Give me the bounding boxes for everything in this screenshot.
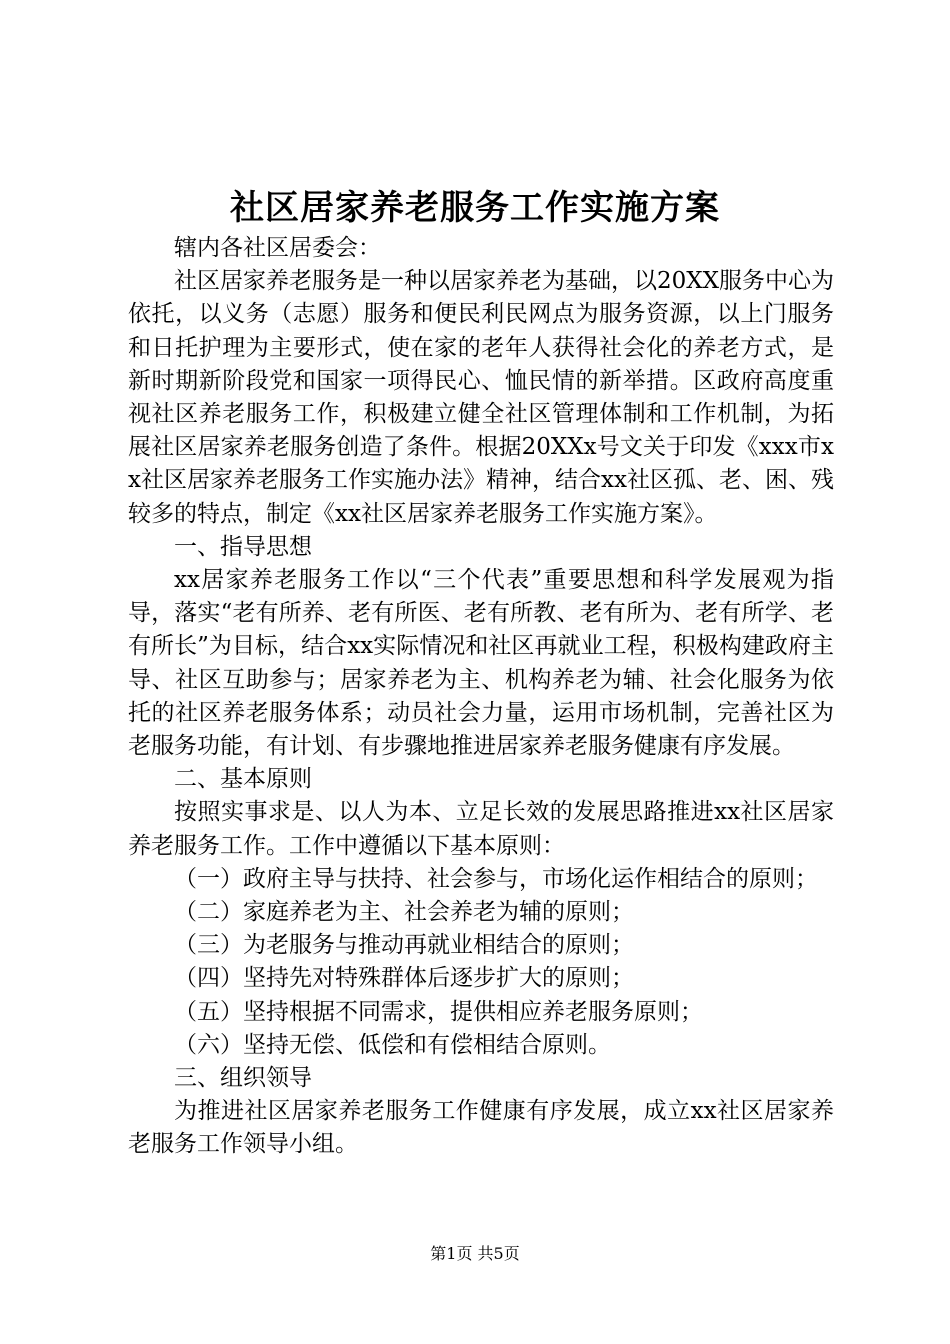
document-body bbox=[128, 232, 834, 1162]
salutation: 辖内各社区居委会： bbox=[174, 235, 381, 261]
principle-item-3: （三）为老服务与推动再就业相结合的原则； bbox=[174, 932, 634, 959]
principle-item-1: （一）政府主导与扶持、社会参与，市场化运作相结合的原则； bbox=[174, 865, 818, 892]
section-heading-guiding-ideology: 一、指导思想 bbox=[174, 533, 312, 560]
intro-paragraph: 社区居家养老服务是一种以居家养老为基础，以20XX服务中心为依托，以义务（志愿）服务和便民利民网点为服务资源，以上门服务和日托护理为主要形式，使在家的老年人获得社会化的养老方式，是新时期新阶段党和国家一项得民心、恤民情的新举措。区政府高度重视社区养老服务工作，积极建立健全社区管理体制和工作机制，为拓展社区居家养老服务创造了条件。根据20XXx号文关于印发《xxx市xx社区居家养老服务工作实施办法》精神，结合xx社区孤、老、困、残较多的特点，制定《xx社区居家养老服务工作实施方案》。 bbox=[128, 268, 835, 527]
section-heading-basic-principles: 二、基本原则 bbox=[174, 766, 312, 793]
principle-item-6: （六）坚持无偿、低偿和有偿相结合原则。 bbox=[174, 1031, 611, 1058]
guiding-ideology-paragraph: xx居家养老服务工作以“三个代表”重要思想和科学发展观为指导，落实“老有所养、老有所医、老有所教、老有所为、老有所学、老有所长”为目标，结合xx实际情况和社区再就业工程，积极构建政府主导、社区互助参与；居家养老为主、机构养老为辅、社会化服务为依托的社区养老服务体系；动员社会力量，运用市场机制，完善社区为老服务功能，有计划、有步骤地推进居家养老服务健康有序发展。 bbox=[128, 567, 834, 760]
principle-item-2: （二）家庭养老为主、社会养老为辅的原则； bbox=[174, 899, 634, 926]
section-heading-organization: 三、组织领导 bbox=[174, 1065, 312, 1092]
organization-paragraph: 为推进社区居家养老服务工作健康有序发展，成立xx社区居家养老服务工作领导小组。 bbox=[128, 1098, 834, 1158]
principle-item-5: （五）坚持根据不同需求，提供相应养老服务原则； bbox=[174, 998, 703, 1025]
page-number: 第1页 共5页 bbox=[430, 1244, 520, 1263]
basic-principles-paragraph: 按照实事求是、以人为本、立足长效的发展思路推进xx社区居家养老服务工作。工作中遵循以下基本原则： bbox=[128, 799, 834, 859]
principle-item-4: （四）坚持先对特殊群体后逐步扩大的原则； bbox=[174, 965, 634, 992]
document-title: 社区居家养老服务工作实施方案 bbox=[230, 188, 720, 228]
